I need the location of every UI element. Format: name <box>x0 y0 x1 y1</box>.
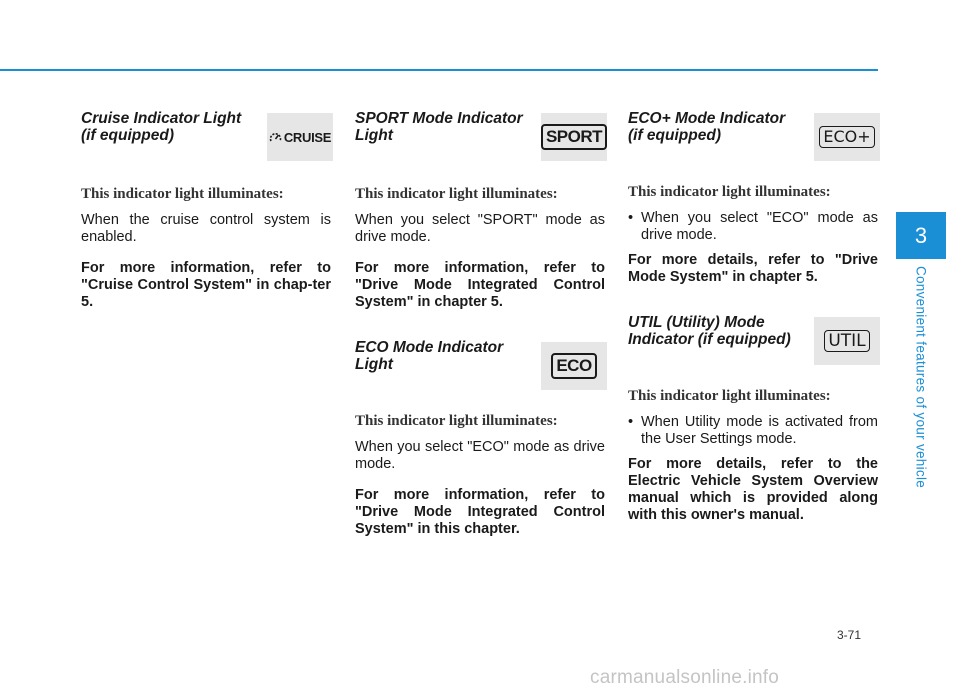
section-note: For more information, refer to "Drive Mode Integrated Control System" in chapter 5. <box>355 260 605 310</box>
section-title: Cruise Indicator Light (if equipped) <box>81 110 242 144</box>
watermark: carmanualsonline.info <box>590 667 780 688</box>
section-note: For more information, refer to "Drive Mode Integrated Control System" in this chapter. <box>355 487 605 537</box>
section-title: SPORT Mode Indicator Light <box>355 110 523 144</box>
section-subheading: This indicator light illuminates: <box>355 413 558 429</box>
cruise-indicator-icon <box>267 113 333 161</box>
section-subheading: This indicator light illuminates: <box>628 388 831 404</box>
section-util-indicator <box>628 314 878 376</box>
util-indicator-icon <box>814 317 880 365</box>
chapter-title: Convenient features of your vehicle <box>913 265 929 489</box>
column-right <box>628 110 878 524</box>
section-subheading: This indicator light illuminates: <box>81 186 284 202</box>
section-eco-plus-indicator <box>628 110 878 172</box>
cruise-icon-label: CRUISE <box>283 129 332 145</box>
column-left <box>81 110 331 311</box>
header-rule <box>0 69 878 71</box>
section-title: ECO Mode Indicator Light <box>355 339 504 373</box>
section-subheading: This indicator light illuminates: <box>355 186 558 202</box>
eco-icon-label: ECO <box>551 353 596 379</box>
section-bullet: • When Utility mode is activated from the User Settings mode. <box>628 414 878 448</box>
eco-plus-indicator-icon <box>814 113 880 161</box>
section-sport-indicator <box>355 110 605 172</box>
sport-indicator-icon <box>541 113 607 161</box>
section-note: For more details, refer to the Electric Vehicle System Overview manual which is provided along with this owner's manual. <box>628 456 878 523</box>
section-body: When you select "SPORT" mode as drive mode. <box>355 212 605 245</box>
section-body: When you select "ECO" mode as drive mode. <box>355 439 605 472</box>
section-title: UTIL (Utility) Mode Indicator (if equipped) <box>628 314 791 348</box>
section-title: ECO+ Mode Indicator (if equipped) <box>628 110 786 144</box>
sport-icon-label: SPORT <box>541 124 607 150</box>
util-icon-label: UTIL <box>824 330 869 352</box>
section-note: For more details, refer to "Drive Mode System" in chapter 5. <box>628 252 878 285</box>
section-body: When the cruise control system is enabled. <box>81 212 331 245</box>
column-middle <box>355 110 605 538</box>
section-subheading: This indicator light illuminates: <box>628 184 831 200</box>
eco-indicator-icon <box>541 342 607 390</box>
speedometer-icon <box>269 131 282 143</box>
section-note: For more information, refer to "Cruise Control System" in chap-ter 5. <box>81 260 331 310</box>
section-cruise-indicator <box>81 110 331 172</box>
eco-plus-icon-label: ECO+ <box>819 126 874 148</box>
chapter-number-tab: 3 <box>896 212 946 259</box>
section-eco-indicator <box>355 339 605 401</box>
section-bullet: • When you select "ECO" mode as drive mode. <box>628 210 878 244</box>
page-number: 3-71 <box>837 628 862 642</box>
